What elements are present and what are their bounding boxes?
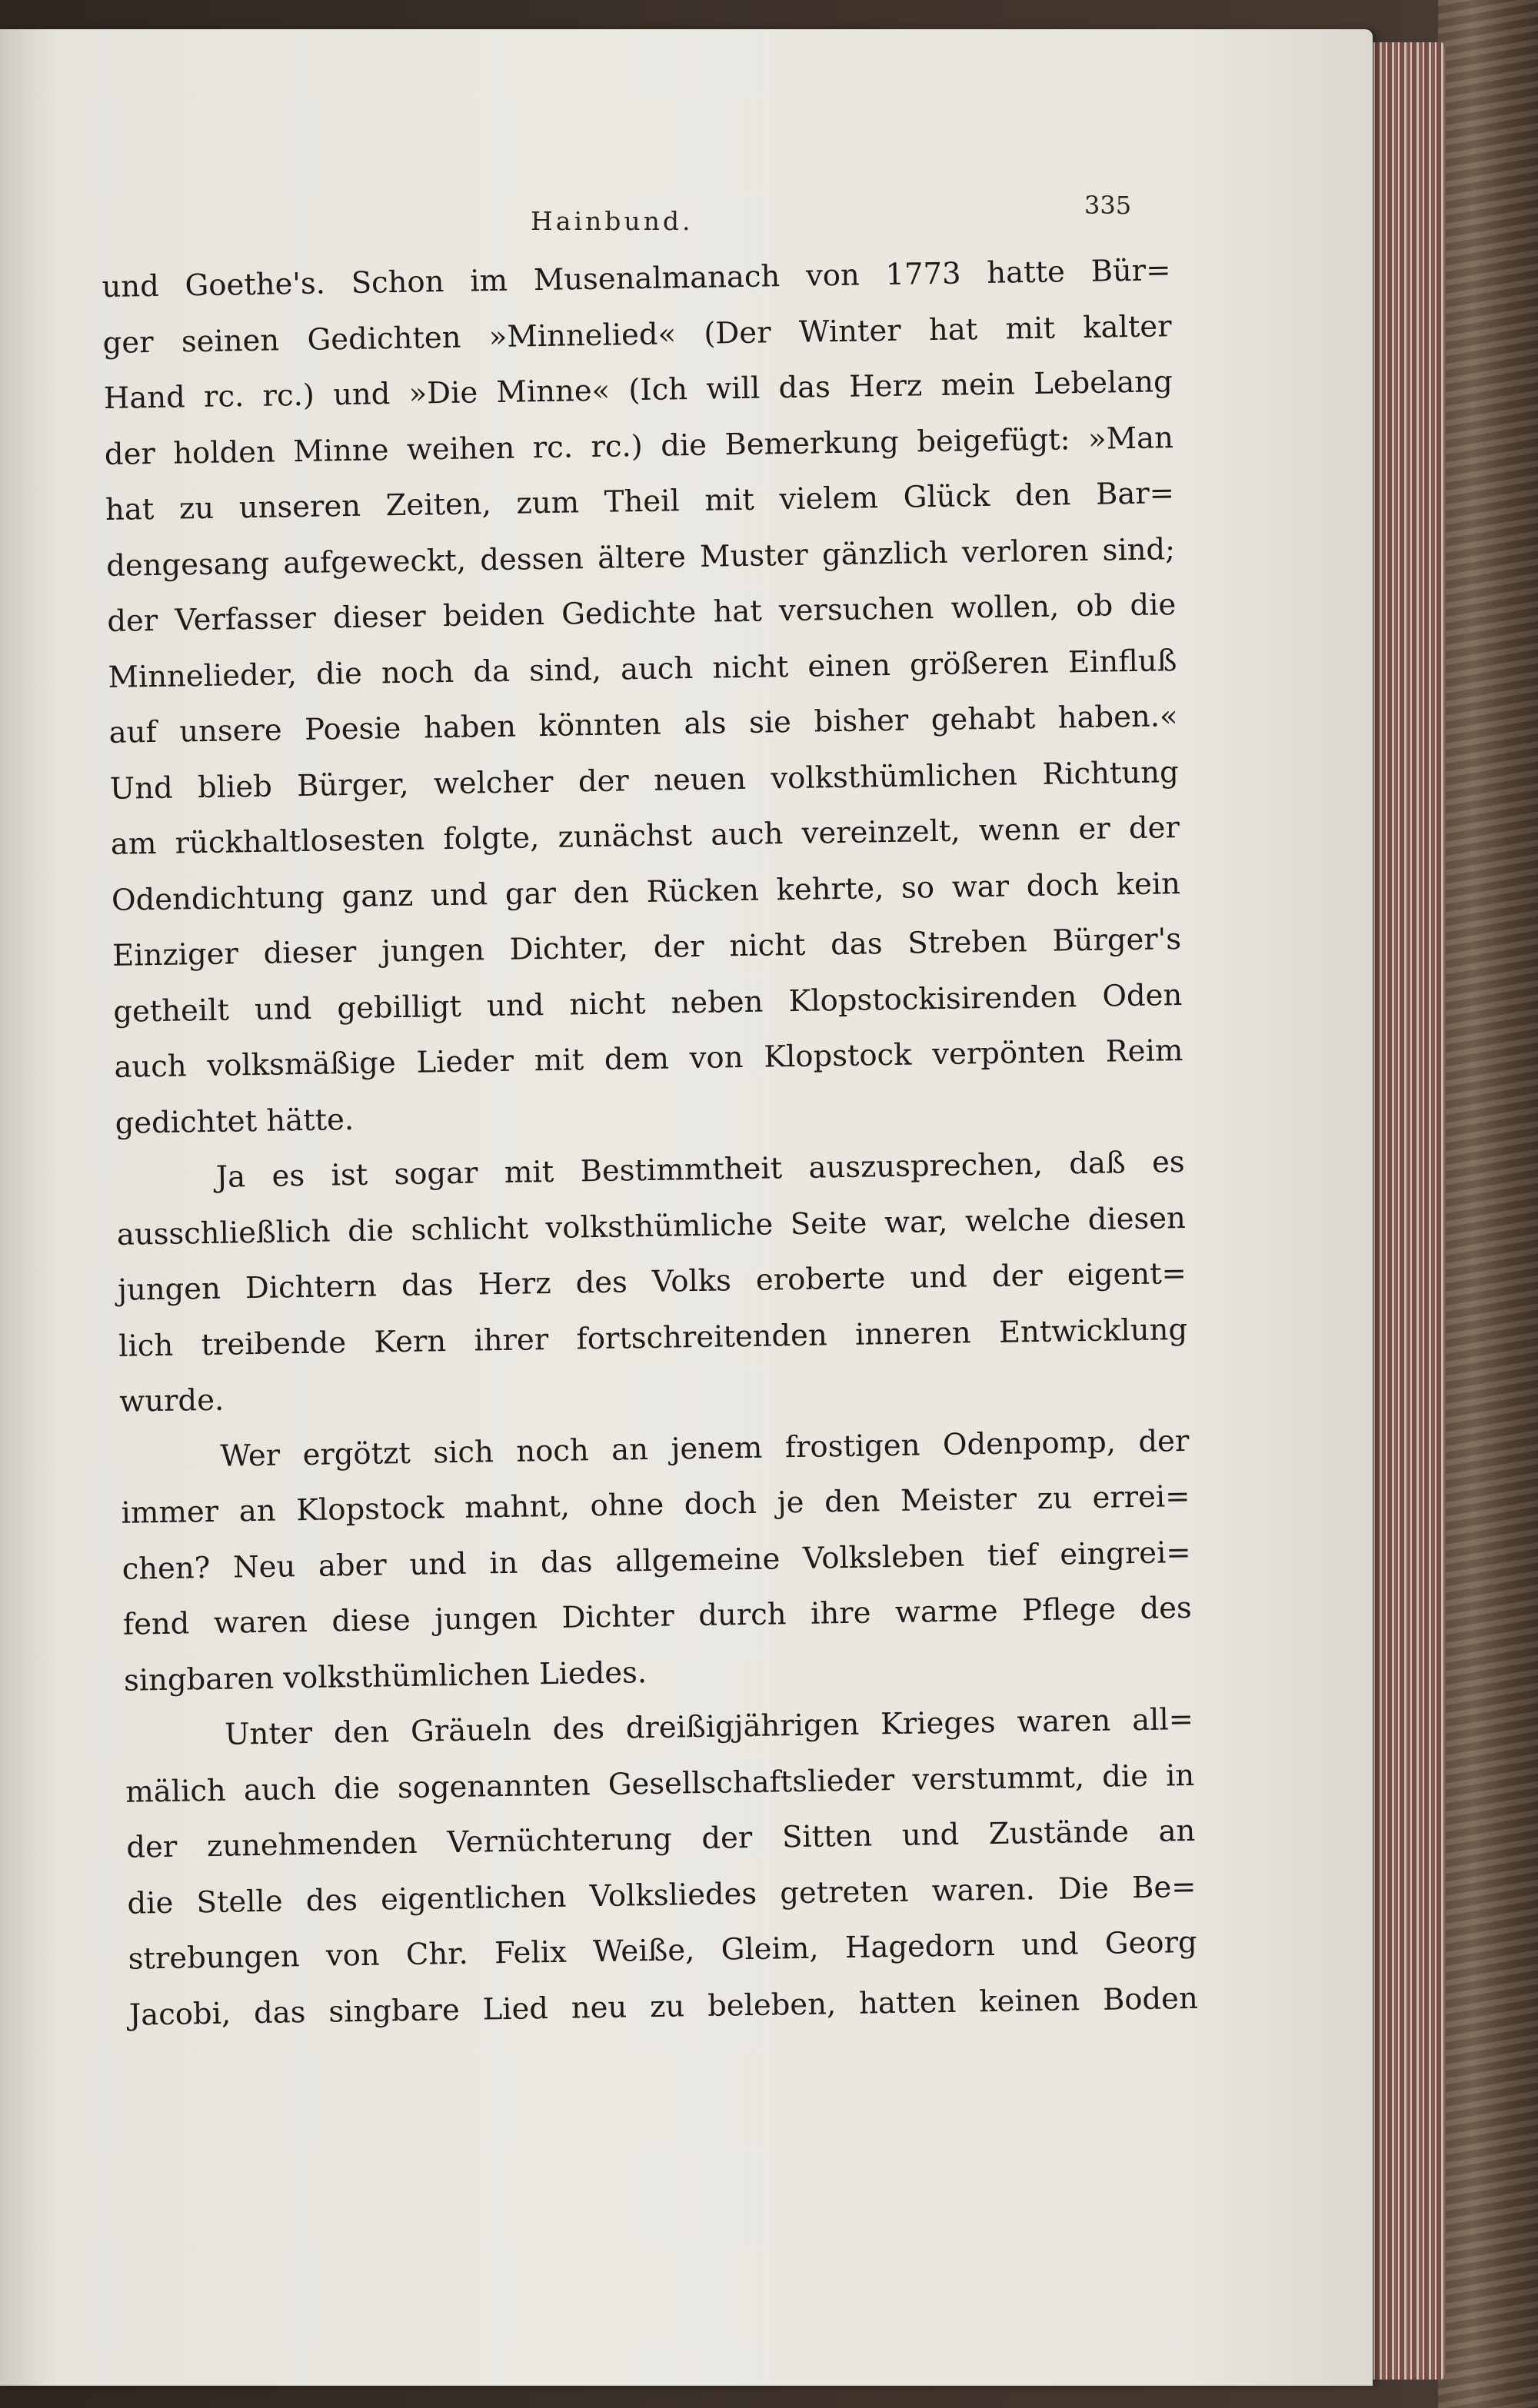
- text-line: und Goethe's. Schon im Musenalmanach von 1773 hatte Bür=: [102, 253, 1171, 304]
- text-line: singbaren volksthümlichen Liedes.: [123, 1655, 647, 1698]
- text-line: auch volksmäßige Lieder mit dem von Klopstock verpönten Reim: [114, 1033, 1183, 1085]
- text-line: ausschließlich die schlicht volksthümliche Seite war, welche diesen: [116, 1200, 1187, 1252]
- text-line: wurde.: [118, 1382, 225, 1419]
- text-line: Jacobi, das singbare Lied neu zu beleben, hatten keinen Boden: [128, 1981, 1199, 2033]
- text-line: Und blieb Bürger, welcher der neuen volksthümlichen Richtung: [109, 754, 1179, 807]
- page-number: 335: [1084, 191, 1132, 220]
- text-line: die Stelle des eigentlichen Volksliedes getreten waren. Die Be=: [127, 1869, 1197, 1921]
- text-line: strebungen von Chr. Felix Weiße, Gleim, Hagedorn und Georg: [128, 1924, 1197, 1977]
- text-line: fend waren diese jungen Dichter durch ihre warme Pflege des: [122, 1590, 1193, 1642]
- text-line: Unter den Gräueln des dreißigjährigen Krieges waren all=: [224, 1701, 1194, 1752]
- text-line: Einziger dieser jungen Dichter, der nicht das Streben Bürger's: [112, 922, 1182, 973]
- text-line: der Verfasser dieser beiden Gedichte hat versuchen wollen, ob die: [107, 587, 1177, 639]
- text-line: immer an Klopstock mahnt, ohne doch je den Meister zu errei=: [121, 1478, 1190, 1531]
- text-line: hat zu unseren Zeiten, zum Theil mit vielem Glück den Bar=: [105, 476, 1175, 527]
- book-page: [0, 29, 1373, 2386]
- text-line: Odendichtung ganz und gar den Rücken kehrte, so war doch kein: [111, 866, 1181, 918]
- text-line: getheilt und gebilligt und nicht neben Klopstockisirenden Oden: [113, 977, 1183, 1029]
- text-line: am rückhaltlosesten folgte, zunächst auch vereinzelt, wenn er der: [110, 810, 1180, 862]
- text-line: der holden Minne weihen rc. rc.) die Bemerkung beigefügt: »Man: [104, 420, 1174, 472]
- text-line: gedichtet hätte.: [115, 1102, 355, 1141]
- text-line: dengesang aufgeweckt, dessen ältere Muster gänzlich verloren sind;: [105, 531, 1176, 584]
- text-line: jungen Dichtern das Herz des Volks eroberte und der eigent=: [117, 1256, 1187, 1308]
- book-cover-edge: [1438, 0, 1538, 2408]
- text-line: Wer ergötzt sich noch an jenem frostigen Odenpomp, der: [220, 1423, 1190, 1474]
- body-text: [102, 243, 1198, 2044]
- text-line: lich treibende Kern ihrer fortschreitenden inneren Entwicklung: [118, 1312, 1188, 1364]
- running-head: Hainbund.: [531, 206, 694, 236]
- text-line: chen? Neu aber und in das allgemeine Volksleben tief eingrei=: [122, 1535, 1191, 1587]
- text-line: mälich auch die sogenannten Gesellschaftslieder verstummt, die in: [125, 1758, 1195, 1810]
- text-line: auf unsere Poesie haben könnten als sie bisher gehabt haben.«: [108, 699, 1178, 750]
- text-line: der zunehmenden Vernüchterung der Sitten und Zustände an: [126, 1813, 1196, 1865]
- text-line: Hand rc. rc.) und »Die Minne« (Ich will das Herz mein Lebelang: [103, 364, 1173, 416]
- text-line: Minnelieder, die noch da sind, auch nicht einen größeren Einfluß: [108, 643, 1177, 695]
- text-line: ger seinen Gedichten »Minnelied« (Der Winter hat mit kalter: [102, 308, 1172, 361]
- text-line: Ja es ist sogar mit Bestimmtheit auszusprechen, daß es: [215, 1145, 1185, 1195]
